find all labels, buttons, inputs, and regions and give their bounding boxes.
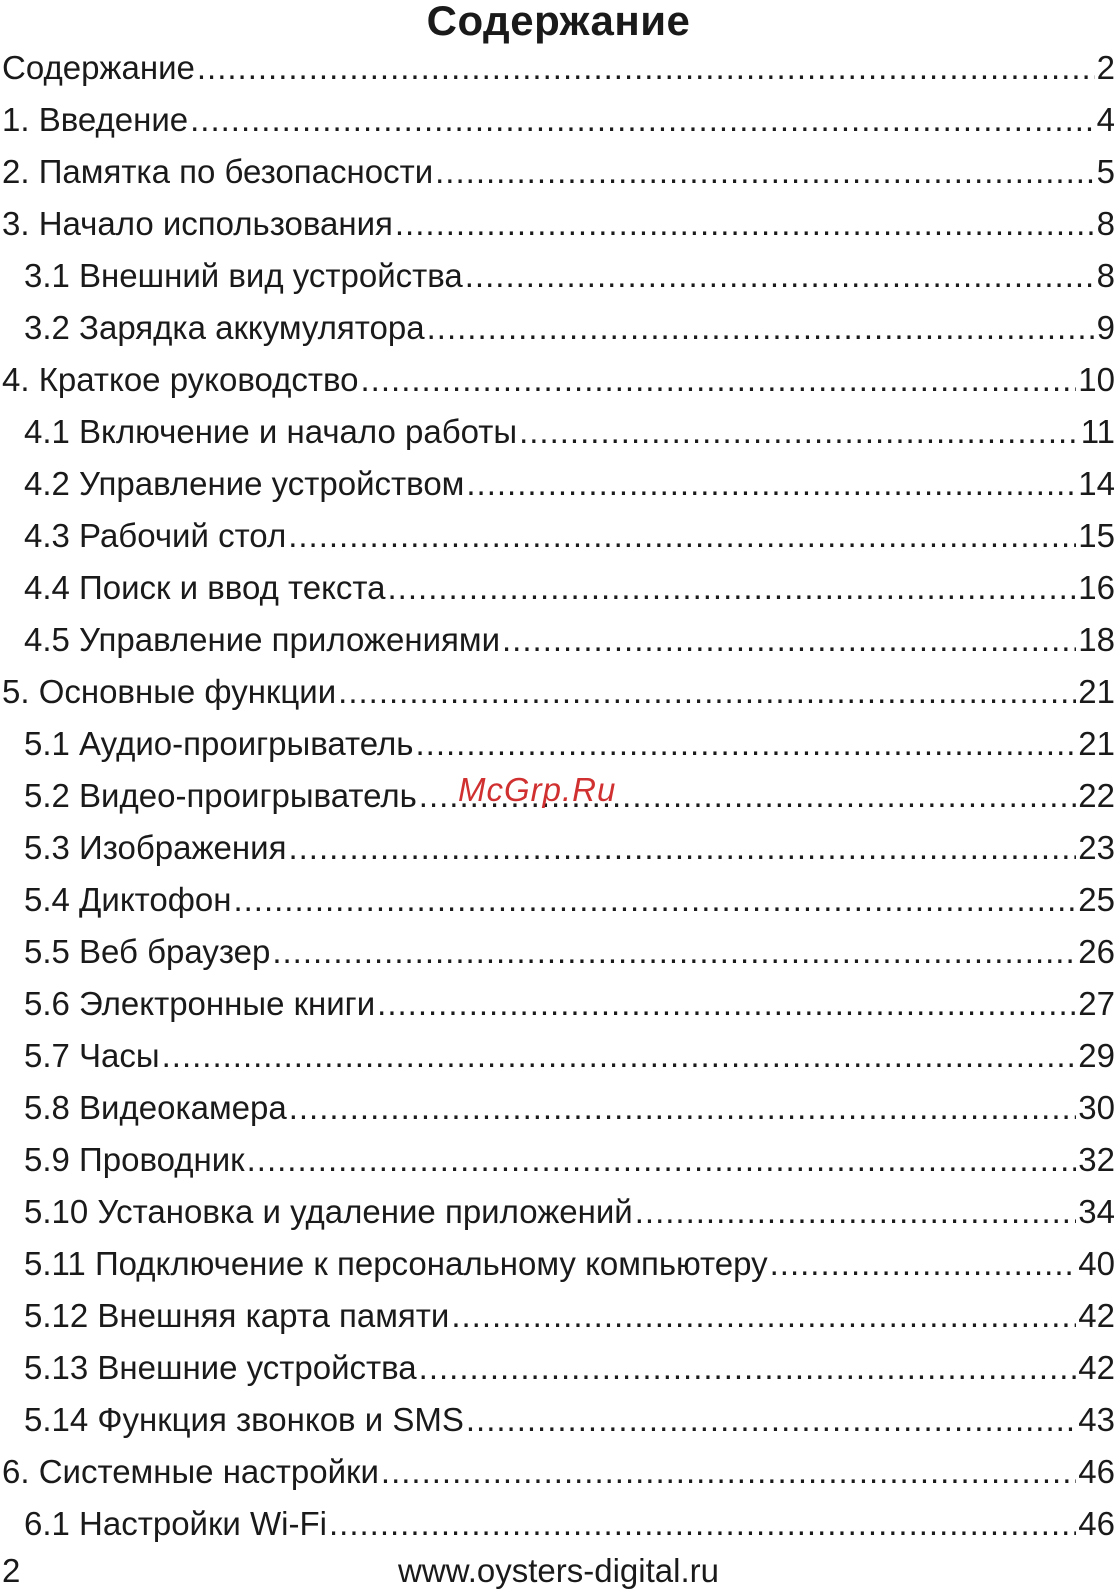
toc-entry-title: 5.5 Веб браузер — [24, 933, 271, 970]
toc-entry-title: 4.5 Управление приложениями — [24, 621, 501, 658]
toc-entry — [0, 302, 1117, 354]
toc-dot-leader — [288, 510, 1076, 562]
toc-entry-page: 42 — [1078, 1297, 1115, 1334]
toc-entry-page: 21 — [1078, 673, 1115, 710]
toc-entry-title: 5.6 Электронные книги — [24, 985, 376, 1022]
toc-dot-leader — [419, 1342, 1077, 1394]
toc-entry-page: 46 — [1078, 1453, 1115, 1490]
toc-entry-title: 3.1 Внешний вид устройства — [24, 257, 463, 294]
toc-entry-title: 5.12 Внешняя карта памяти — [24, 1297, 450, 1334]
toc-entry-page: 14 — [1078, 465, 1115, 502]
toc-entry-page: 8 — [1096, 205, 1115, 242]
toc-entry — [0, 510, 1117, 562]
toc-entry-page: 23 — [1078, 829, 1115, 866]
toc-entry-title: 4.3 Рабочий стол — [24, 517, 287, 554]
toc-entry — [0, 1394, 1117, 1446]
toc-dot-leader — [635, 1186, 1077, 1238]
toc-entry — [0, 1186, 1117, 1238]
toc-entry — [0, 1082, 1117, 1134]
toc-entry — [0, 1342, 1117, 1394]
toc-entry — [0, 1446, 1117, 1498]
toc-entry — [0, 926, 1117, 978]
toc-entry — [0, 1238, 1117, 1290]
toc-entry-page: 30 — [1078, 1089, 1115, 1126]
toc-entry — [0, 614, 1117, 666]
toc-entry-page: 5 — [1096, 153, 1115, 190]
toc-entry-title: 5.11 Подключение к персональному компьютеру — [24, 1245, 768, 1282]
toc-entry-page: 26 — [1078, 933, 1115, 970]
toc-entry — [0, 822, 1117, 874]
toc-entry-page: 27 — [1078, 985, 1115, 1022]
toc-entry-title: Содержание — [2, 49, 195, 86]
toc-dot-leader — [289, 1082, 1077, 1134]
toc-dot-leader — [377, 978, 1076, 1030]
toc-entry-page: 32 — [1078, 1141, 1115, 1178]
toc-entry-title: 5. Основные функции — [2, 673, 337, 710]
toc-entry-title: 1. Введение — [2, 101, 189, 138]
page-title: Содержание — [426, 0, 691, 44]
toc-dot-leader — [329, 1498, 1076, 1550]
toc-entry-page: 40 — [1078, 1245, 1115, 1282]
toc-entry — [0, 1134, 1117, 1186]
toc-entry-page: 43 — [1078, 1401, 1115, 1438]
toc-entry-page: 8 — [1096, 257, 1115, 294]
toc-entry-page: 15 — [1078, 517, 1115, 554]
toc-entry-page: 42 — [1078, 1349, 1115, 1386]
toc-dot-leader — [197, 42, 1095, 94]
toc-entry-title: 5.14 Функция звонков и SMS — [24, 1401, 464, 1438]
toc-entry-page: 9 — [1096, 309, 1115, 346]
toc-dot-leader — [466, 1394, 1076, 1446]
toc-entry-page: 18 — [1078, 621, 1115, 658]
toc-dot-leader — [288, 822, 1076, 874]
toc-entry — [0, 978, 1117, 1030]
toc-entry-title: 5.2 Видео-проигрыватель — [24, 777, 417, 814]
toc-entry-title: 5.10 Установка и удаление приложений — [24, 1193, 633, 1230]
footer-page-number: 2 — [2, 1552, 21, 1589]
toc-entry — [0, 718, 1117, 770]
toc-entry-title: 5.9 Проводник — [24, 1141, 245, 1178]
footer-url: www.oysters-digital.ru — [398, 1552, 719, 1589]
toc-dot-leader — [190, 94, 1095, 146]
toc-entry-title: 4.4 Поиск и ввод текста — [24, 569, 386, 606]
toc-entry — [0, 458, 1117, 510]
toc-dot-leader — [465, 250, 1095, 302]
toc-entry-title: 5.8 Видеокамера — [24, 1089, 287, 1126]
toc-entry-title: 6. Системные настройки — [2, 1453, 379, 1490]
toc-dot-leader — [466, 458, 1076, 510]
toc-entry-title: 5.4 Диктофон — [24, 881, 232, 918]
toc-dot-leader — [415, 718, 1076, 770]
toc-dot-leader — [502, 614, 1076, 666]
toc-dot-leader — [451, 1290, 1076, 1342]
toc-dot-leader — [435, 146, 1095, 198]
toc-entry — [0, 198, 1117, 250]
toc-entry — [0, 666, 1117, 718]
toc-entry-page: 22 — [1078, 777, 1115, 814]
toc-entry — [0, 94, 1117, 146]
toc-entry-title: 4. Краткое руководство — [2, 361, 359, 398]
toc-dot-leader — [519, 406, 1079, 458]
toc-dot-leader — [388, 562, 1077, 614]
toc-entry-page: 4 — [1096, 101, 1115, 138]
toc-entry — [0, 562, 1117, 614]
toc-entry — [0, 1030, 1117, 1082]
toc-dot-leader — [247, 1134, 1077, 1186]
toc-entry-page: 11 — [1080, 413, 1115, 450]
toc-entry-page: 34 — [1078, 1193, 1115, 1230]
toc-entry-page: 46 — [1078, 1505, 1115, 1542]
toc-entry — [0, 1290, 1117, 1342]
toc-dot-leader — [162, 1030, 1077, 1082]
toc-dot-leader — [361, 354, 1077, 406]
toc-entry — [0, 146, 1117, 198]
toc-entry — [0, 250, 1117, 302]
toc-dot-leader — [233, 874, 1076, 926]
watermark-text: McGrp.Ru — [458, 771, 617, 808]
toc-entry-page: 10 — [1078, 361, 1115, 398]
toc-entry-title: 5.7 Часы — [24, 1037, 160, 1074]
toc-entry-page: 25 — [1078, 881, 1115, 918]
toc-dot-leader — [427, 302, 1095, 354]
toc-entry-title: 4.2 Управление устройством — [24, 465, 465, 502]
toc-entry-title: 5.1 Аудио-проигрыватель — [24, 725, 414, 762]
toc-entry-title: 3. Начало использования — [2, 205, 393, 242]
toc-entry-title: 5.13 Внешние устройства — [24, 1349, 417, 1386]
toc-entry-page: 21 — [1078, 725, 1115, 762]
toc-dot-leader — [338, 666, 1076, 718]
toc-entry-page: 2 — [1096, 49, 1115, 86]
toc-entry — [0, 406, 1117, 458]
toc-entry-title: 5.3 Изображения — [24, 829, 287, 866]
toc-entry-title: 3.2 Зарядка аккумулятора — [24, 309, 425, 346]
toc-entry-page: 29 — [1078, 1037, 1115, 1074]
toc-dot-leader — [381, 1446, 1076, 1498]
toc-dot-leader — [272, 926, 1076, 978]
toc-dot-leader — [770, 1238, 1077, 1290]
toc-entry — [0, 354, 1117, 406]
toc-entry-page: 16 — [1078, 569, 1115, 606]
toc-entry-title: 4.1 Включение и начало работы — [24, 413, 518, 450]
toc-entry-title: 2. Памятка по безопасности — [2, 153, 434, 190]
toc-entry — [0, 1498, 1117, 1550]
toc-entry — [0, 874, 1117, 926]
toc-dot-leader — [395, 198, 1095, 250]
toc-entry-title: 6.1 Настройки Wi-Fi — [24, 1505, 327, 1542]
toc-entry — [0, 42, 1117, 94]
